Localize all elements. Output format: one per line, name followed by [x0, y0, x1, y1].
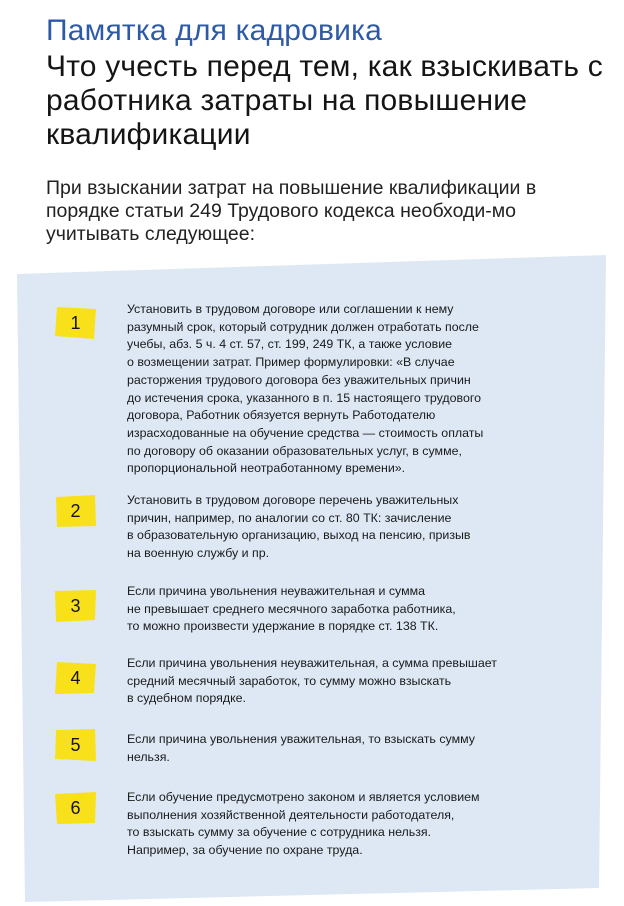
- number-badge: [54, 791, 97, 825]
- item-number: 3: [70, 596, 81, 616]
- memo-kicker: Памятка для кадровика: [46, 14, 382, 47]
- item-text: Установить в трудовом договоре или соглашении к нему разумный срок, который сотрудник должен отработать после учебы, абз. 5 ч. 4 ст. 57, ст. 199, 249 ТК, а также условие о возмещении затрат. Пример формулировки: «В случае расторжения трудового договора без уважительных причин до истечения срока, указанного в п. 15 настоящего трудового договора, Работник обязуется вернуть Работодателю израсходованные на обучение средства — стоимость оплаты по договору об оказании образовательных услуг, в сумме, пропорциональной неотработанному времени».: [127, 302, 484, 476]
- intro-paragraph: При взыскании затрат на повышение квалификации в порядке статьи 249 Трудового кодекса необходи-мо учитывать следующее:: [46, 177, 537, 245]
- item-number: 5: [70, 735, 81, 755]
- item-text: Установить в трудовом договоре перечень уважительных причин, например, по аналогии со ст. 80 ТК: зачисление в образовательную организацию, выход на пенсию, призыв на военную службу и пр.: [127, 493, 471, 561]
- item-text: Если обучение предусмотрено законом и является условием выполнения хозяйственной деятельности работодателя, то взыскать сумму за обучение с сотрудника нельзя. Например, за обучение по охране труда.: [127, 790, 480, 858]
- item-number: 4: [70, 668, 81, 688]
- item-number: 1: [70, 313, 81, 333]
- item-number: 2: [70, 501, 81, 521]
- number-badge: [54, 306, 97, 340]
- item-text: Если причина увольнения неуважительная и сумма не превышает среднего месячного заработка работника, то можно произвести удержание в порядке ст. 138 ТК.: [127, 584, 456, 634]
- item-text: Если причина увольнения уважительная, то взыскать сумму нельзя.: [127, 732, 475, 764]
- item-text: Если причина увольнения неуважительная, а сумма превышает средний месячный заработок, то сумму можно взыскать в судебном порядке.: [127, 656, 497, 706]
- number-badge: [54, 661, 97, 695]
- page-title: Что учесть перед тем, как взыскивать с работника затраты на повышение квалификации: [46, 50, 603, 151]
- number-badge: [54, 728, 97, 762]
- item-number: 6: [70, 798, 81, 818]
- number-badge: [54, 589, 97, 623]
- number-badge: [54, 494, 97, 528]
